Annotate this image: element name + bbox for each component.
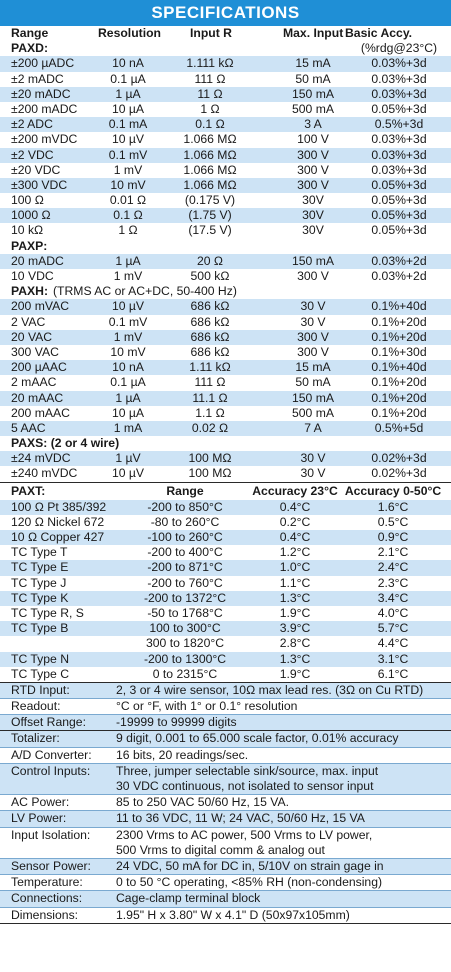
- paxd-cell: 1 µA: [115, 86, 141, 101]
- paxd-cell: ±200 mVDC: [11, 132, 78, 147]
- paxd-row: [0, 117, 451, 132]
- section-label-paxp: PAXP:: [11, 238, 48, 253]
- paxs-cell: 100 MΩ: [188, 451, 232, 466]
- paxd-cell: ±200 mADC: [11, 101, 78, 116]
- paxd-cell: 0.03%+3d: [371, 56, 427, 71]
- paxt-cell: 100 to 300°C: [149, 621, 221, 636]
- general-spec-row: [0, 795, 451, 810]
- section-label-paxh: PAXH:: [11, 284, 49, 299]
- paxt-cell: TC Type J: [11, 575, 67, 590]
- general-spec-row: [0, 683, 451, 698]
- paxh-cell: 5 AAC: [11, 420, 46, 435]
- paxd-cell: 3 A: [304, 117, 322, 132]
- paxd-row: [0, 87, 451, 102]
- paxt-cell: -200 to 1300°C: [143, 651, 227, 666]
- paxd-cell: (0.175 V): [184, 193, 236, 208]
- paxh-row: [0, 375, 451, 390]
- paxt-cell: 5.7°C: [377, 621, 409, 636]
- paxh-cell: 0.1%+40d: [371, 360, 427, 375]
- paxh-cell: 2 VAC: [11, 314, 46, 329]
- paxh-cell: 686 kΩ: [190, 299, 230, 314]
- paxh-cell: 30 V: [300, 299, 326, 314]
- paxp-cell: 0.03%+2d: [371, 269, 427, 283]
- general-spec-row: [0, 811, 451, 826]
- general-spec-row: [0, 731, 451, 746]
- paxt-cell: TC Type E: [11, 560, 69, 575]
- paxd-cell: 0.03%+3d: [371, 71, 427, 86]
- paxd-cell: 10 kΩ: [11, 223, 44, 238]
- paxd-cell: 500 mA: [291, 101, 334, 116]
- paxt-cell: 0 to 2315°C: [152, 666, 218, 681]
- paxd-row: [0, 56, 451, 71]
- paxp-cell: 0.03%+2d: [371, 253, 427, 268]
- paxd-row: [0, 163, 451, 178]
- paxt-row: [0, 591, 451, 606]
- specifications-title: SPECIFICATIONS: [0, 0, 451, 26]
- paxh-cell: 30 V: [300, 314, 326, 329]
- paxt-cell: -200 to 400°C: [147, 545, 223, 560]
- paxs-cell: 100 MΩ: [188, 466, 232, 481]
- paxh-cell: 150 mA: [291, 390, 334, 405]
- paxt-cell: 6.1°C: [377, 666, 409, 681]
- paxh-cell: 1 mA: [113, 420, 143, 435]
- paxh-row: [0, 421, 451, 436]
- paxh-cell: 111 Ω: [194, 375, 226, 390]
- spec-value: 0 to 50 °C operating, <85% RH (non-condensing): [116, 875, 383, 890]
- paxt-cell: TC Type B: [11, 621, 69, 636]
- spec-label: AC Power:: [11, 795, 70, 810]
- paxh-cell: 0.1%+20d: [371, 405, 427, 420]
- paxd-cell: 15 mA: [295, 56, 331, 71]
- section-label-paxs: PAXS: (2 or 4 wire): [11, 436, 120, 451]
- paxd-cell: 0.05%+3d: [371, 223, 427, 238]
- paxd-cell: 0.03%+3d: [371, 162, 427, 177]
- paxd-cell: ±300 VDC: [11, 177, 68, 192]
- paxs-cell: 30 V: [300, 466, 326, 481]
- header-resolution: Resolution: [98, 26, 161, 40]
- paxt-row: [0, 576, 451, 591]
- general-spec-row: [0, 764, 451, 779]
- paxd-row: [0, 72, 451, 87]
- paxd-cell: 0.03%+3d: [371, 147, 427, 162]
- paxd-cell: ±2 mADC: [11, 71, 64, 86]
- header-input-r: Input R: [190, 26, 232, 40]
- general-spec-row: [0, 875, 451, 890]
- paxs-cell: 30 V: [300, 451, 326, 466]
- paxh-cell: 0.1%+20d: [371, 390, 427, 405]
- paxd-cell: 0.1 mV: [108, 147, 148, 162]
- section-label-paxt: PAXT:: [11, 483, 46, 498]
- paxd-cell: ±20 mADC: [11, 86, 71, 101]
- paxh-cell: 1 µA: [115, 390, 141, 405]
- paxp-row: [0, 254, 451, 269]
- paxp-cell: 150 mA: [291, 253, 334, 268]
- paxh-cell: 0.1%+20d: [371, 314, 427, 329]
- paxd-row: [0, 208, 451, 223]
- paxh-cell: 10 µV: [111, 299, 145, 314]
- paxt-cell: 1.1°C: [279, 575, 311, 590]
- section-divider: [0, 923, 451, 924]
- general-spec-row: [0, 699, 451, 714]
- spec-value: Three, jumper selectable sink/source, max. input: [116, 763, 379, 778]
- paxh-cell: 0.1 µA: [110, 375, 146, 390]
- paxt-cell: 0.5°C: [377, 514, 409, 529]
- general-spec-row: [0, 859, 451, 874]
- paxt-cell: -80 to 260°C: [150, 514, 220, 529]
- paxh-cell: 0.1%+30d: [371, 344, 427, 359]
- general-spec-row: [0, 748, 451, 763]
- header-accuracy-subtitle: (%rdg@23°C): [360, 41, 438, 56]
- spec-label: RTD Input:: [11, 682, 70, 697]
- paxt-cell: TC Type N: [11, 651, 70, 666]
- paxd-cell: 111 Ω: [194, 71, 226, 86]
- spec-label: Connections:: [11, 891, 83, 906]
- paxd-cell: 0.01 Ω: [109, 193, 147, 208]
- paxh-cell: 10 mV: [110, 344, 146, 359]
- spec-value: Cage-clamp terminal block: [116, 891, 261, 906]
- paxp-cell: 20 mADC: [11, 253, 64, 268]
- paxd-row: [0, 132, 451, 147]
- paxd-cell: 30V: [302, 223, 324, 238]
- section-header-paxh: [0, 284, 451, 299]
- spec-value: 500 Vrms to digital comm & analog out: [116, 842, 325, 857]
- paxd-row: [0, 178, 451, 193]
- paxt-row: [0, 652, 451, 667]
- paxd-cell: (1.75 V): [188, 208, 232, 223]
- paxs-cell: 10 µV: [111, 466, 145, 481]
- paxd-cell: 1 mV: [113, 162, 143, 177]
- paxh-row: [0, 315, 451, 330]
- paxh-row: [0, 330, 451, 345]
- spec-value: 30 VDC continuous, not isolated to sensor input: [116, 779, 374, 793]
- paxh-cell: 0.02 Ω: [191, 420, 229, 435]
- paxt-row: [0, 606, 451, 621]
- paxh-cell: 686 kΩ: [190, 314, 230, 329]
- general-spec-row: [0, 715, 451, 730]
- paxd-cell: 0.03%+3d: [371, 86, 427, 101]
- paxs-cell: ±24 mVDC: [11, 451, 71, 466]
- general-spec-row: [0, 908, 451, 923]
- header-range: Range: [11, 26, 49, 40]
- spec-value: 2300 Vrms to AC power, 500 Vrms to LV power,: [116, 827, 373, 842]
- paxt-row: [0, 667, 451, 682]
- general-spec-row: [0, 891, 451, 906]
- paxd-cell: 30V: [302, 193, 324, 208]
- paxt-cell: 2.1°C: [377, 545, 409, 560]
- general-spec-row: [0, 779, 451, 794]
- paxd-cell: 1000 Ω: [11, 208, 51, 223]
- paxt-cell: -100 to 260°C: [147, 530, 223, 544]
- paxt-cell: 120 Ω Nickel 672: [11, 514, 105, 529]
- paxd-cell: ±2 ADC: [11, 117, 53, 132]
- paxt-row: [0, 530, 451, 545]
- paxh-cell: 500 mA: [291, 405, 334, 420]
- paxt-cell: 0.2°C: [279, 514, 311, 529]
- paxd-cell: 0.1 Ω: [195, 117, 225, 132]
- paxt-cell: 300 to 1820°C: [145, 636, 225, 651]
- column-header-row: [0, 26, 451, 41]
- paxd-cell: 1.066 MΩ: [183, 177, 237, 192]
- spec-label: Totalizer:: [11, 731, 60, 746]
- paxh-row: [0, 345, 451, 360]
- spec-body: [0, 41, 451, 924]
- spec-value: 11 to 36 VDC, 11 W; 24 VAC, 50/60 Hz, 15 VA: [116, 811, 365, 826]
- paxt-cell: -50 to 1768°C: [147, 605, 223, 620]
- paxt-cell: 0.9°C: [377, 530, 409, 544]
- paxt-cell: 0.4°C: [279, 530, 311, 544]
- section-note-paxh: (TRMS AC or AC+DC, 50-400 Hz): [53, 284, 237, 299]
- paxs-cell: 1 µV: [115, 451, 141, 466]
- paxp-row: [0, 269, 451, 284]
- paxd-cell: 0.05%+3d: [371, 101, 427, 116]
- paxh-cell: 200 mVAC: [11, 299, 70, 314]
- paxt-row: [0, 621, 451, 636]
- paxh-cell: 0.1%+40d: [371, 299, 427, 314]
- paxs-cell: ±240 mVDC: [11, 466, 78, 481]
- paxd-cell: 0.03%+3d: [371, 132, 427, 147]
- header-accuracy-23: Accuracy 23°C: [252, 483, 338, 498]
- paxd-cell: 1.066 MΩ: [183, 147, 237, 162]
- paxt-cell: 3.4°C: [377, 590, 409, 605]
- paxt-cell: -200 to 1372°C: [143, 590, 227, 605]
- section-header-paxt: [0, 483, 451, 500]
- paxt-cell: TC Type K: [11, 590, 69, 605]
- paxh-cell: 50 mA: [295, 375, 331, 390]
- paxd-cell: ±200 µADC: [11, 56, 75, 71]
- header-max-input: Max. Input: [283, 26, 344, 40]
- paxh-row: [0, 360, 451, 375]
- spec-label: Offset Range:: [11, 715, 86, 730]
- spec-label: Sensor Power:: [11, 858, 91, 873]
- paxt-row: [0, 515, 451, 530]
- spec-value: 24 VDC, 50 mA for DC in, 5/10V on strain gage in: [116, 858, 384, 873]
- paxs-cell: 0.02%+3d: [371, 466, 427, 481]
- paxd-cell: 11 Ω: [197, 86, 223, 101]
- paxd-cell: 0.1 µA: [110, 71, 146, 86]
- paxs-cell: 0.02%+3d: [371, 451, 427, 466]
- paxd-cell: 0.5%+3d: [374, 117, 424, 132]
- paxh-cell: 0.1%+20d: [371, 375, 427, 390]
- spec-label: Readout:: [11, 699, 61, 714]
- paxd-cell: 50 mA: [295, 71, 331, 86]
- paxt-row: [0, 500, 451, 515]
- spec-value: 85 to 250 VAC 50/60 Hz, 15 VA.: [116, 795, 289, 810]
- section-header-paxp: [0, 239, 451, 254]
- paxt-cell: 10 Ω Copper 427: [11, 530, 105, 544]
- paxd-cell: 0.05%+3d: [371, 208, 427, 223]
- header-basic-accuracy: Basic Accy.: [345, 26, 413, 40]
- paxt-row: [0, 636, 451, 651]
- paxh-cell: 10 µA: [111, 405, 145, 420]
- paxh-cell: 1.11 kΩ: [189, 360, 231, 375]
- paxd-row: [0, 193, 451, 208]
- paxt-cell: 1.9°C: [279, 605, 311, 620]
- paxd-cell: 100 V: [297, 132, 329, 147]
- paxh-cell: 686 kΩ: [190, 344, 230, 359]
- section-header-paxs: [0, 436, 451, 451]
- paxh-cell: 300 V: [297, 344, 329, 359]
- paxh-cell: 20 VAC: [11, 329, 53, 344]
- paxd-cell: (17.5 V): [188, 223, 232, 238]
- paxt-cell: 2.8°C: [279, 636, 311, 651]
- paxh-row: [0, 391, 451, 406]
- paxd-cell: 10 µA: [111, 101, 145, 116]
- paxt-cell: 100 Ω Pt 385/392: [11, 499, 107, 514]
- paxd-cell: 0.05%+3d: [371, 177, 427, 192]
- paxh-cell: 0.1%+20d: [371, 329, 427, 344]
- section-label-paxd: PAXD:: [11, 41, 49, 56]
- paxh-row: [0, 406, 451, 421]
- spec-value: °C or °F, with 1° or 0.1° resolution: [116, 699, 298, 714]
- paxd-cell: 300 V: [297, 147, 329, 162]
- paxt-cell: 4.4°C: [377, 636, 409, 651]
- paxd-cell: 100 Ω: [11, 193, 44, 208]
- paxt-row: [0, 560, 451, 575]
- paxh-cell: 1 mV: [113, 329, 143, 344]
- paxt-cell: 4.0°C: [377, 605, 409, 620]
- paxh-cell: 686 kΩ: [190, 329, 230, 344]
- paxd-cell: 0.1 Ω: [113, 208, 143, 223]
- spec-label: Input Isolation:: [11, 827, 91, 842]
- paxd-cell: 10 nA: [112, 56, 144, 71]
- paxd-cell: 0.1 mA: [108, 117, 148, 132]
- paxt-cell: 1.9°C: [279, 666, 311, 681]
- spec-label: Control Inputs:: [11, 763, 91, 778]
- header-temp-range: Range: [166, 483, 204, 498]
- spec-value: 16 bits, 20 readings/sec.: [116, 747, 249, 762]
- paxs-row: [0, 451, 451, 466]
- spec-label: LV Power:: [11, 811, 67, 826]
- paxd-cell: 300 V: [297, 177, 329, 192]
- paxt-cell: 1.0°C: [279, 560, 311, 575]
- paxd-cell: 30V: [302, 208, 324, 223]
- paxt-cell: 0.4°C: [279, 499, 311, 514]
- paxd-row: [0, 102, 451, 117]
- paxd-row: [0, 148, 451, 163]
- paxt-cell: 1.2°C: [279, 545, 311, 560]
- paxt-cell: 2.4°C: [377, 560, 409, 575]
- paxp-cell: 300 V: [297, 269, 329, 283]
- paxt-cell: 2.3°C: [377, 575, 409, 590]
- paxd-cell: 1 Ω: [200, 101, 220, 116]
- paxh-cell: 0.5%+5d: [374, 420, 424, 435]
- section-header-paxd: [0, 41, 451, 56]
- paxt-cell: TC Type C: [11, 666, 70, 681]
- spec-value: 9 digit, 0.001 to 65.000 scale factor, 0.01% accuracy: [116, 731, 399, 746]
- paxt-cell: 1.6°C: [377, 499, 409, 514]
- paxh-cell: 11.1 Ω: [192, 390, 228, 405]
- paxp-cell: 20 Ω: [196, 253, 224, 268]
- paxh-cell: 10 nA: [112, 360, 144, 375]
- spec-value: 2, 3 or 4 wire sensor, 10Ω max lead res. (3Ω on Cu RTD): [116, 682, 424, 697]
- paxt-cell: -200 to 850°C: [147, 499, 223, 514]
- paxh-cell: 200 µAAC: [11, 360, 67, 375]
- paxt-cell: 1.3°C: [279, 651, 311, 666]
- paxp-cell: 1 µA: [115, 253, 141, 268]
- spec-label: Temperature:: [11, 875, 83, 890]
- general-spec-row: [0, 828, 451, 843]
- paxd-cell: 150 mA: [291, 86, 334, 101]
- paxd-row: [0, 223, 451, 238]
- paxd-cell: 10 mV: [110, 177, 146, 192]
- paxh-cell: 1.1 Ω: [195, 405, 225, 420]
- paxh-cell: 300 VAC: [11, 344, 59, 359]
- paxd-cell: 300 V: [297, 162, 329, 177]
- paxh-cell: 20 mAAC: [11, 390, 64, 405]
- paxt-cell: 3.9°C: [279, 621, 311, 636]
- paxd-cell: 1.066 MΩ: [183, 162, 237, 177]
- paxp-cell: 500 kΩ: [190, 269, 230, 283]
- header-accuracy-0-50: Accuracy 0-50°C: [344, 483, 442, 498]
- paxd-cell: 10 µV: [111, 132, 145, 147]
- spec-value: 1.95" H x 3.80" W x 4.1" D (50x97x105mm): [116, 907, 350, 922]
- paxt-cell: -200 to 871°C: [147, 560, 223, 575]
- paxd-cell: 1.111 kΩ: [186, 56, 234, 71]
- paxh-cell: 15 mA: [295, 360, 331, 375]
- paxh-cell: 7 A: [304, 420, 322, 435]
- spec-value: -19999 to 99999 digits: [116, 715, 237, 730]
- paxd-cell: 1 Ω: [118, 223, 138, 238]
- paxh-cell: 2 mAAC: [11, 375, 57, 390]
- paxt-cell: 3.1°C: [377, 651, 409, 666]
- paxp-cell: 10 VDC: [11, 269, 54, 283]
- spec-label: A/D Converter:: [11, 747, 92, 762]
- general-spec-row: [0, 843, 451, 858]
- paxt-row: [0, 545, 451, 560]
- paxd-cell: 1.066 MΩ: [183, 132, 237, 147]
- paxh-cell: 300 V: [297, 329, 329, 344]
- paxh-cell: 0.1 mV: [108, 314, 148, 329]
- paxh-row: [0, 299, 451, 314]
- paxt-cell: -200 to 760°C: [147, 575, 223, 590]
- paxd-cell: ±20 VDC: [11, 162, 61, 177]
- spec-label: Dimensions:: [11, 907, 79, 922]
- paxd-cell: 0.05%+3d: [371, 193, 427, 208]
- paxp-cell: 1 mV: [113, 269, 143, 283]
- paxs-row: [0, 466, 451, 481]
- paxt-cell: 1.3°C: [279, 590, 311, 605]
- paxh-cell: 200 mAAC: [11, 405, 70, 420]
- paxt-cell: TC Type T: [11, 545, 68, 560]
- paxd-cell: ±2 VDC: [11, 147, 54, 162]
- paxt-cell: TC Type R, S: [11, 605, 84, 620]
